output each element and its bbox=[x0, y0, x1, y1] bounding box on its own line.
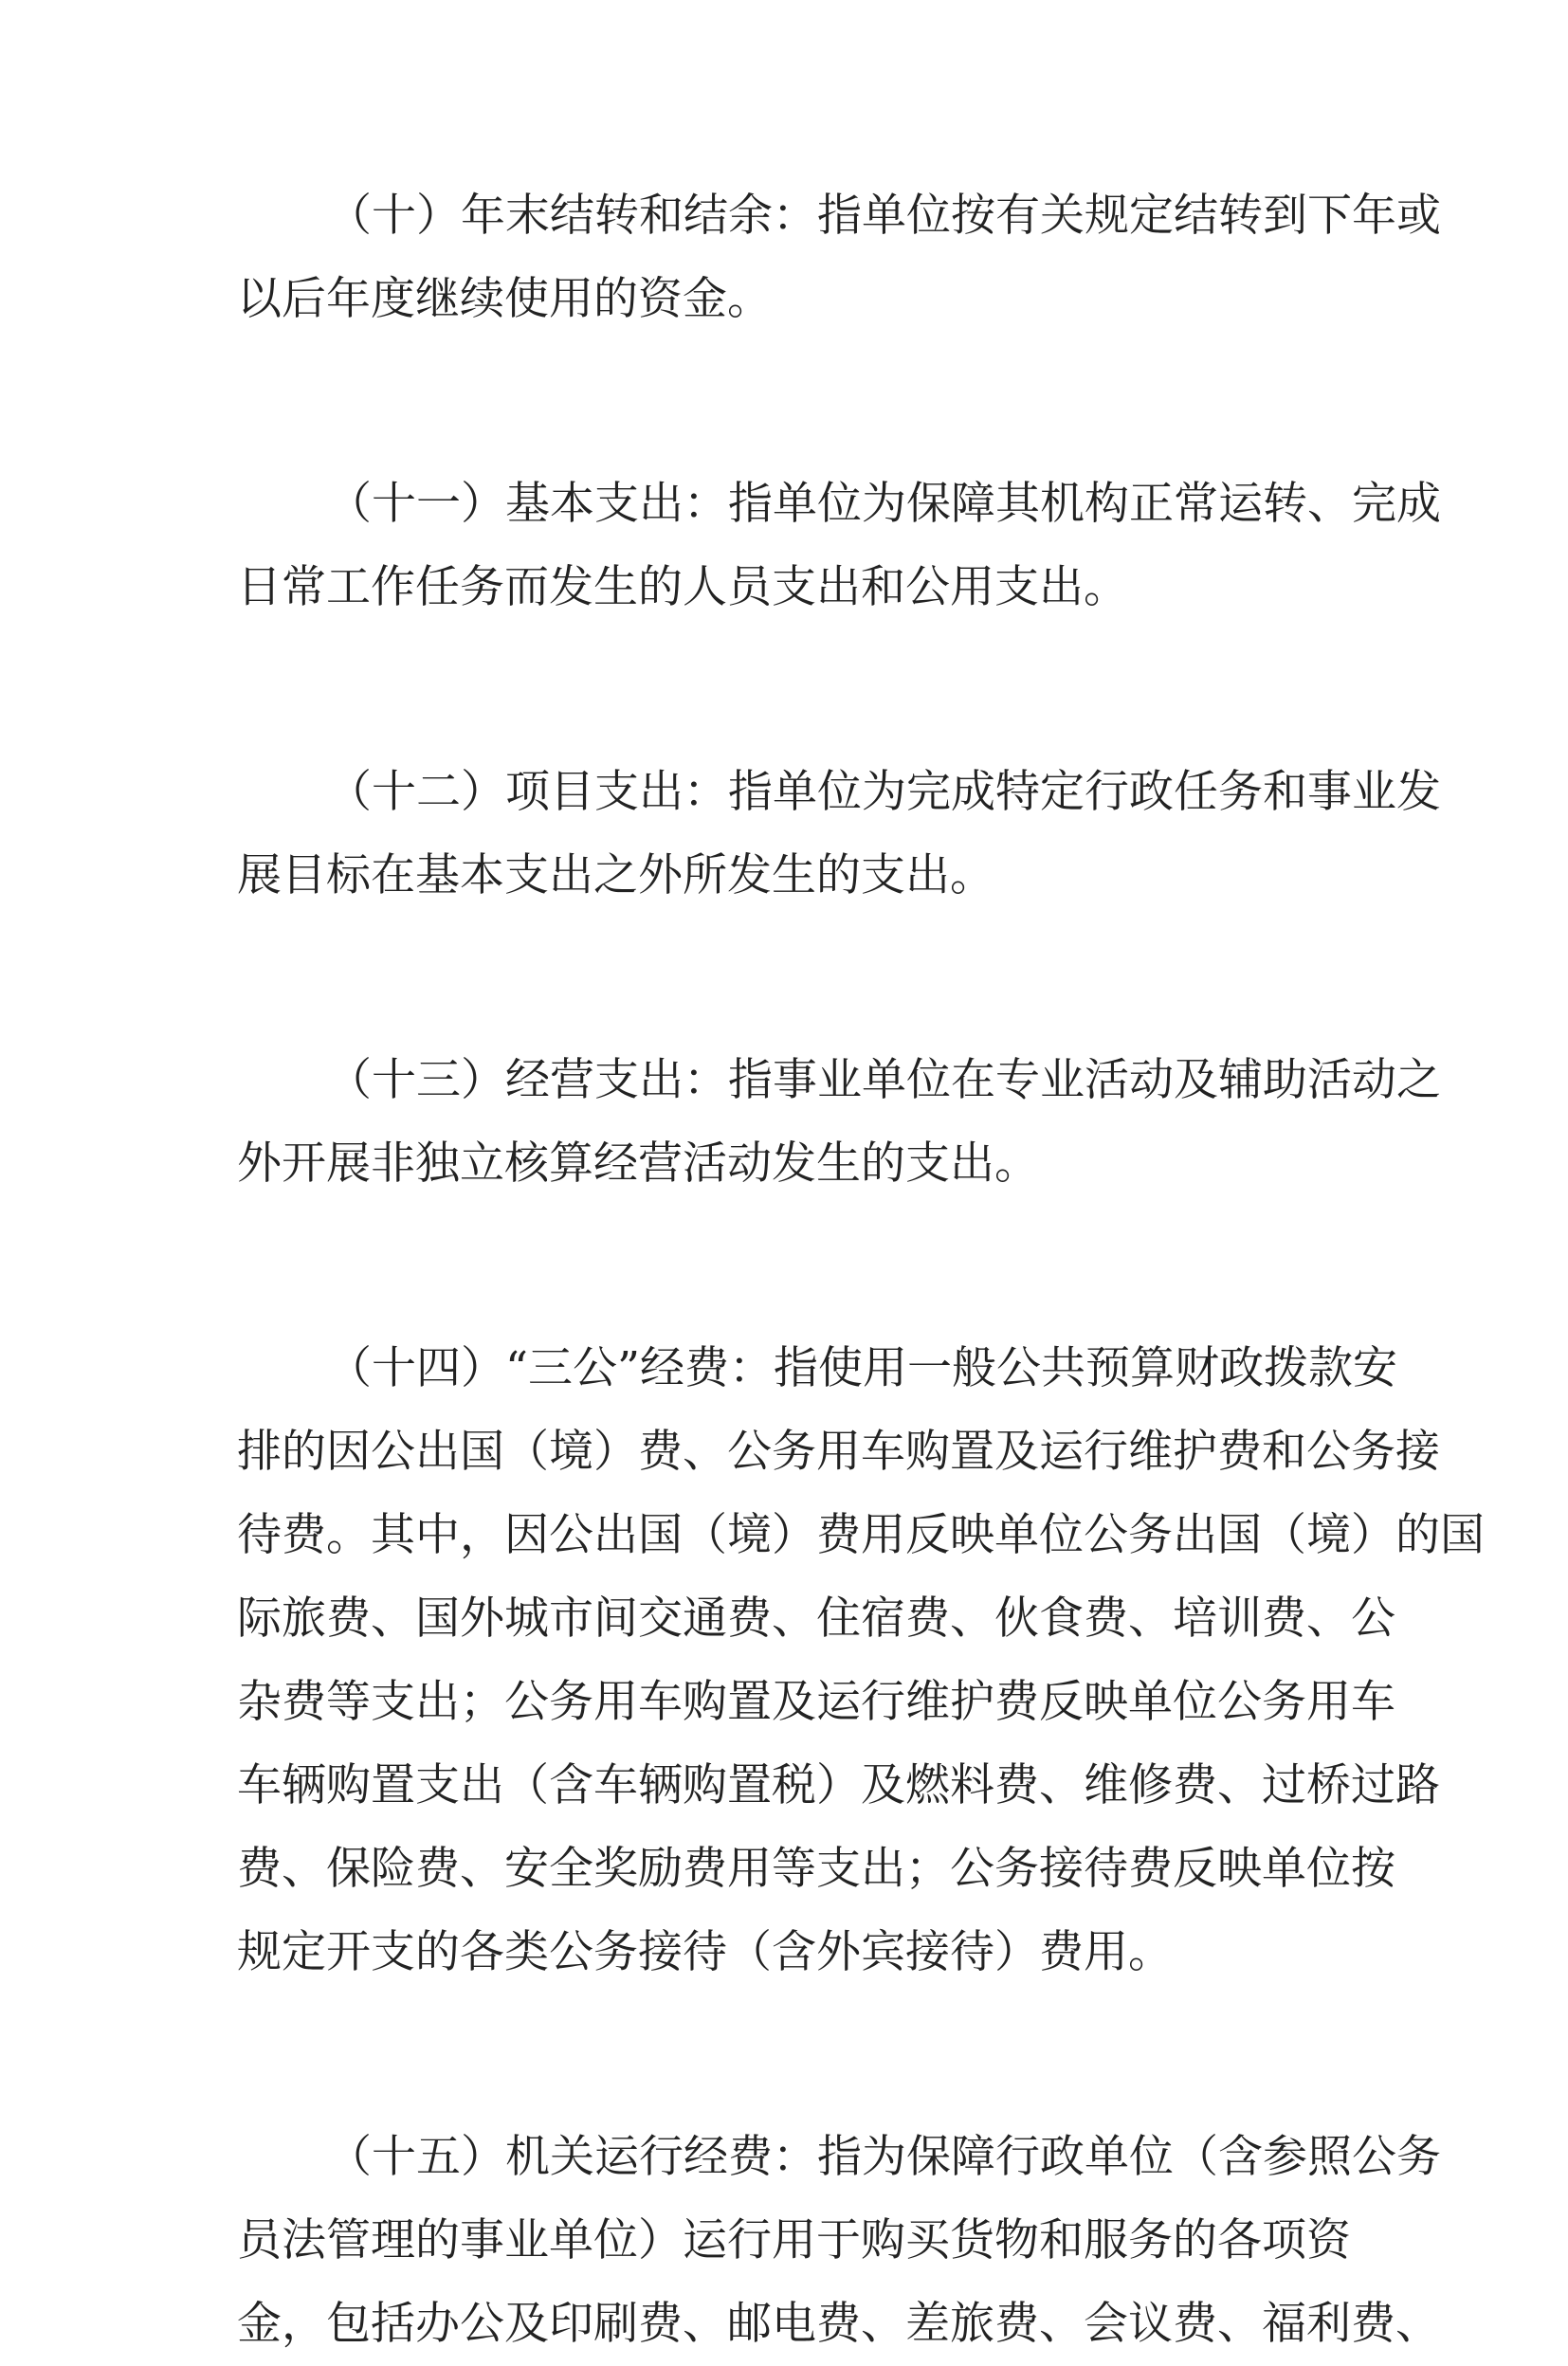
text-line: （十一）基本支出：指单位为保障其机构正常运转、完成 bbox=[327, 478, 1441, 530]
text-line: 排的因公出国（境）费、公务用车购置及运行维护费和公务接 bbox=[237, 1426, 1440, 1478]
text-line: 展目标在基本支出之外所发生的支出。 bbox=[237, 849, 994, 901]
text-line: 杂费等支出；公务用车购置及运行维护费反映单位公务用车 bbox=[237, 1676, 1395, 1728]
paragraph-spacer bbox=[237, 629, 1339, 751]
text-line: 规定开支的各类公务接待（含外宾接待）费用。 bbox=[237, 1926, 1173, 1978]
text-line: 金，包括办公及印刷费、邮电费、差旅费、会议费、福利费、 bbox=[237, 2298, 1440, 2350]
text-line: （十二）项目支出：指单位为完成特定行政任务和事业发 bbox=[327, 766, 1441, 818]
text-line: 员法管理的事业单位）运行用于购买货物和服务的各项资 bbox=[237, 2214, 1351, 2266]
text-line: 费、保险费、安全奖励费用等支出；公务接待费反映单位按 bbox=[237, 1843, 1395, 1895]
paragraph-spacer bbox=[237, 1994, 1339, 2116]
text-line: （十）年末结转和结余：指单位按有关规定结转到下年或 bbox=[327, 190, 1441, 242]
text-line: 外开展非独立核算经营活动发生的支出。 bbox=[237, 1138, 1039, 1190]
text-line: （十五）机关运行经费：指为保障行政单位（含参照公务 bbox=[327, 2131, 1441, 2183]
paragraph-spacer bbox=[237, 341, 1339, 463]
paragraph-basic-expenditure bbox=[237, 463, 1441, 629]
text-line: （十三）经营支出：指事业单位在专业活动及辅助活动之 bbox=[327, 1054, 1441, 1106]
text-line: 际旅费、国外城市间交通费、住宿费、伙食费、培训费、公 bbox=[237, 1592, 1395, 1645]
text-line: 以后年度继续使用的资金。 bbox=[237, 273, 772, 325]
paragraph-agency-operating-funds bbox=[237, 2116, 1441, 2366]
text-line: 日常工作任务而发生的人员支出和公用支出。 bbox=[237, 561, 1128, 613]
text-line: 车辆购置支出（含车辆购置税）及燃料费、维修费、过桥过路 bbox=[237, 1759, 1440, 1811]
paragraph-project-expenditure bbox=[237, 751, 1441, 918]
paragraph-spacer bbox=[237, 918, 1339, 1039]
paragraph-spacer bbox=[237, 1206, 1339, 1327]
paragraph-operating-expenditure bbox=[237, 1039, 1441, 1206]
paragraph-year-end-carryover bbox=[237, 174, 1441, 341]
paragraph-three-public-expenses bbox=[237, 1327, 1485, 1994]
text-line: 待费。其中，因公出国（境）费用反映单位公务出国（境）的国 bbox=[237, 1509, 1485, 1561]
text-line: （十四）“三公”经费：指使用一般公共预算财政拨款安 bbox=[327, 1342, 1398, 1394]
document-body bbox=[237, 174, 1485, 2366]
